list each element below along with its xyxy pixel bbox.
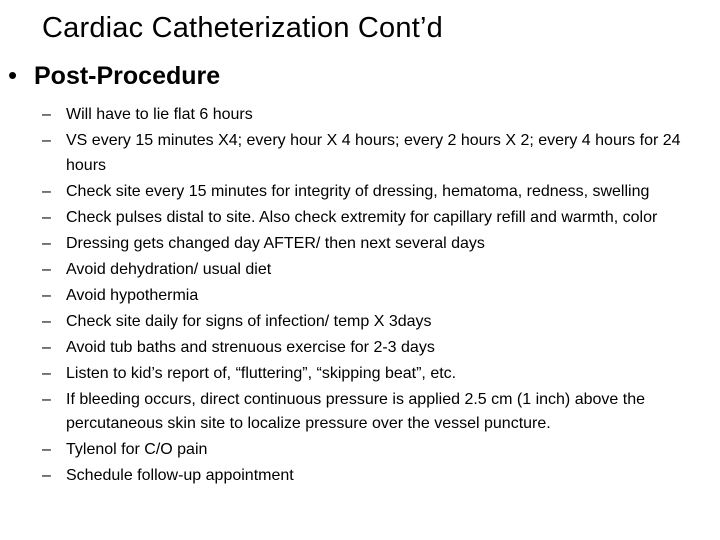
list-item-text: Check site daily for signs of infection/ temp X 3days xyxy=(66,312,432,330)
list-item xyxy=(42,336,710,361)
list-item xyxy=(42,258,710,283)
list-item xyxy=(42,388,710,437)
list-item-text: If bleeding occurs, direct continuous pressure is applied 2.5 cm (1 inch) above the percutaneous skin site to localize pressure over the vessel puncture. xyxy=(66,390,645,432)
list-item-text: Dressing gets changed day AFTER/ then next several days xyxy=(66,234,485,252)
dash-marker: – xyxy=(42,312,51,330)
dash-marker: – xyxy=(42,441,51,458)
dash-marker: – xyxy=(42,467,51,484)
dash-marker: – xyxy=(42,338,51,356)
list-item-text: Tylenol for C/O pain xyxy=(66,441,208,458)
list-item xyxy=(42,103,710,128)
sub-bullet-list xyxy=(42,103,710,490)
main-bullet-label: Post-Procedure xyxy=(34,62,221,90)
dash-marker: – xyxy=(42,182,51,200)
dash-marker: – xyxy=(42,390,51,408)
list-item xyxy=(42,206,710,231)
dash-marker: – xyxy=(42,208,51,226)
list-item xyxy=(42,232,710,257)
list-item-text: VS every 15 minutes X4; every hour X 4 hours; every 2 hours X 2; every 4 hours for 24 hours xyxy=(66,132,681,174)
list-item-text: Avoid hypothermia xyxy=(66,286,199,304)
dash-marker: – xyxy=(42,364,51,382)
list-item-text: Avoid dehydration/ usual diet xyxy=(66,260,272,278)
list-item-text: Will have to lie flat 6 hours xyxy=(66,106,253,123)
dash-marker: – xyxy=(42,286,51,304)
main-bullet xyxy=(8,62,220,91)
slide-title: Cardiac Catheterization Cont’d xyxy=(42,12,443,44)
list-item-text: Check site every 15 minutes for integrity of dressing, hematoma, redness, swelling xyxy=(66,182,650,200)
list-item xyxy=(42,362,710,387)
list-item xyxy=(42,464,710,489)
list-item xyxy=(42,284,710,309)
list-item-text: Check pulses distal to site. Also check extremity for capillary refill and warmth, color xyxy=(66,208,658,226)
list-item xyxy=(42,180,710,205)
list-item xyxy=(42,129,710,178)
list-item xyxy=(42,310,710,335)
list-item xyxy=(42,438,710,463)
dash-marker: – xyxy=(42,234,51,252)
dash-marker: – xyxy=(42,260,51,278)
dash-marker: – xyxy=(42,106,51,123)
list-item-text: Schedule follow-up appointment xyxy=(66,467,294,484)
list-item-text: Listen to kid’s report of, “fluttering”, “skipping beat”, etc. xyxy=(66,364,457,382)
bullet-marker: • xyxy=(8,60,18,90)
list-item-text: Avoid tub baths and strenuous exercise for 2-3 days xyxy=(66,338,435,356)
dash-marker: – xyxy=(42,132,51,149)
